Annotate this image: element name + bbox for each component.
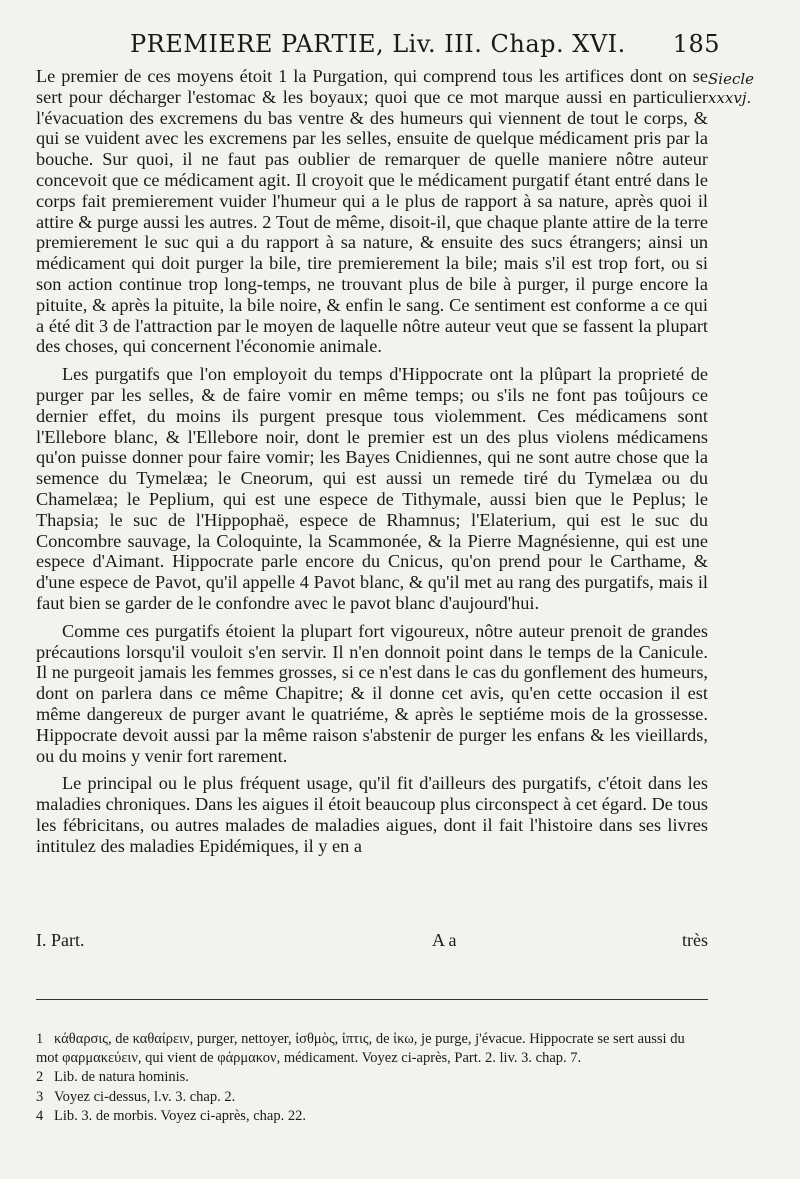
paragraph: Le premier de ces moyens étoit 1 la Purgation, qui comprend tous les artifices dont on se sert pour décharger l'estomac & les boyaux; quoi que ce mot marque aussi en particulier l'évacuation des excremens du bas ventre & des humeurs qui viennent de tout le corps, & qui se vuident avec les excremens par les selles, ensuite de quelque médicament pris par la bouche. Sur quoi, il ne faut pas oublier de remarquer de quelle maniere nôtre auteur concevoit que ce médicament agit. Il croyoit que le médicament purgatif étant entré dans le corps fait premierement vuider l'humeur qui a le plus de rapport à sa nature, après quoi il attire & purge aussi les autres. 2 Tout de même, disoit-il, que chaque plante attire de la terre premierement le suc qui a du rapport à sa nature, & ensuite des sucs étrangers; ainsi un médicament qui doit purger la bile, tire premierement la bile; mais s'il est trop fort, ou si son action continue trop long-temps, ne trouvant plus de bile à purger, il purge encore la pituite, & après la pituite, la bile noire, & enfin le sang. Ce sentiment est conforme a ce qui a été dit 3 de l'attraction par le moyen de laquelle nôtre auteur veut que se fassent la plupart des choses, qui concernent l'économie animale. bbox=[36, 66, 708, 357]
running-title: PREMIERE PARTIE, Liv. III. Chap. XVI. bbox=[130, 30, 626, 58]
paragraph: Comme ces purgatifs étoient la plupart fort vigoureux, nôtre auteur prenoit de grandes précautions lorsqu'il vouloit s'en servir. Il n'en donnoit point dans le temps de la Canicule. Il ne purgeoit jamais les femmes grosses, si ce n'est dans le cas du gonflement des humeurs, dont on parlera dans ce même Chapitre; & il donne cet avis, qu'en cette occasion il est même dangereux de purger avant le quatriéme, & après le septiéme mois de la grossesse. Hippocrate devoit aussi par la même raison s'abstenir de purger les enfans & les vieillards, ou du moins y venir fort rarement. bbox=[36, 620, 708, 766]
catchline bbox=[36, 930, 708, 952]
footnote-number: 4 bbox=[36, 1108, 44, 1124]
body-text bbox=[36, 66, 708, 863]
margin-note bbox=[708, 70, 788, 108]
catchword: très bbox=[682, 930, 708, 950]
signature-mark: I. Part. bbox=[36, 930, 85, 950]
footnote-text: Voyez ci-dessus, l.v. 3. chap. 2. bbox=[54, 1088, 236, 1105]
footnote bbox=[36, 1107, 708, 1126]
footnote-text: Lib. 3. de morbis. Voyez ci-après, chap. 22. bbox=[54, 1108, 306, 1124]
footnote-text: Lib. de natura hominis. bbox=[54, 1069, 189, 1085]
paragraph: Les purgatifs que l'on employoit du temps d'Hippocrate ont la plûpart la proprieté de purger par les selles, & de faire vomir en même temps; ou s'ils ne font pas toûjours ce dernier effet, du moins ils purgent presque tous violemment. Ces médicamens sont l'Ellebore blanc, & l'Ellebore noir, dont le premier est un des plus violens médicamens qu'on puisse donner pour faire vomir; les Bayes Cnidiennes, qui ne sont autre chose que la semence du Tymelæa; le Cneorum, qui est aussi un remede tiré du Tymelæa ou du Chamelæa; le Peplium, qui est une espece de Tithymale, aussi bien que le Peplus; le Thapsia; le suc de l'Hippophaë, espece de Rhamnus; l'Elaterium, qui est le suc du Concombre sauvage, la Coloquinte, la Scammonée, & la Pierre Magnésienne, qui est une espece d'Aimant. Hippocrate parle encore du Cnicus, qu'on prend pour le Carthame, & d'une espece de Pavot, qu'il appelle 4 Pavot blanc, & qu'il met au rang des purgatifs, mais il faut bien se garder de le confondre avec le pavot blanc d'aujourd'hui. bbox=[36, 364, 708, 613]
footnote bbox=[36, 1088, 708, 1107]
gathering-mark: A a bbox=[432, 930, 457, 950]
footnote bbox=[36, 1030, 708, 1067]
footnote-number: 2 bbox=[36, 1069, 44, 1085]
footnote-number: 3 bbox=[36, 1088, 44, 1105]
margin-note-line: xxxvj. bbox=[708, 89, 752, 107]
margin-note-line: Siecle bbox=[708, 70, 755, 88]
footnote-number: 1 bbox=[36, 1031, 44, 1047]
footnotes bbox=[36, 1030, 708, 1127]
page-number: 185 bbox=[672, 30, 720, 58]
footnote-text: κάθαρσις, de καθαίρειν, purger, nettoyer, ἰσθμὸς, ἰπτις, de ἰκω, je purge, j'évacue. Hippocrate se sert aussi du mot φαρμακεύειν, qui vient de φάρμακον, médicament. Voyez ci-après, Part. 2. liv. 3. chap. 7. bbox=[36, 1031, 685, 1066]
footnote-divider bbox=[36, 999, 708, 1000]
paragraph: Le principal ou le plus fréquent usage, qu'il fit d'ailleurs des purgatifs, c'étoit dans les maladies chroniques. Dans les aigues il étoit beaucoup plus circonspect à cet égard. De tous les fébricitans, ou autres malades de maladies aigues, dont il fait l'histoire dans ses livres intitulez des maladies Epidémiques, il y en a bbox=[36, 773, 708, 856]
footnote bbox=[36, 1068, 708, 1087]
running-header bbox=[130, 30, 720, 64]
